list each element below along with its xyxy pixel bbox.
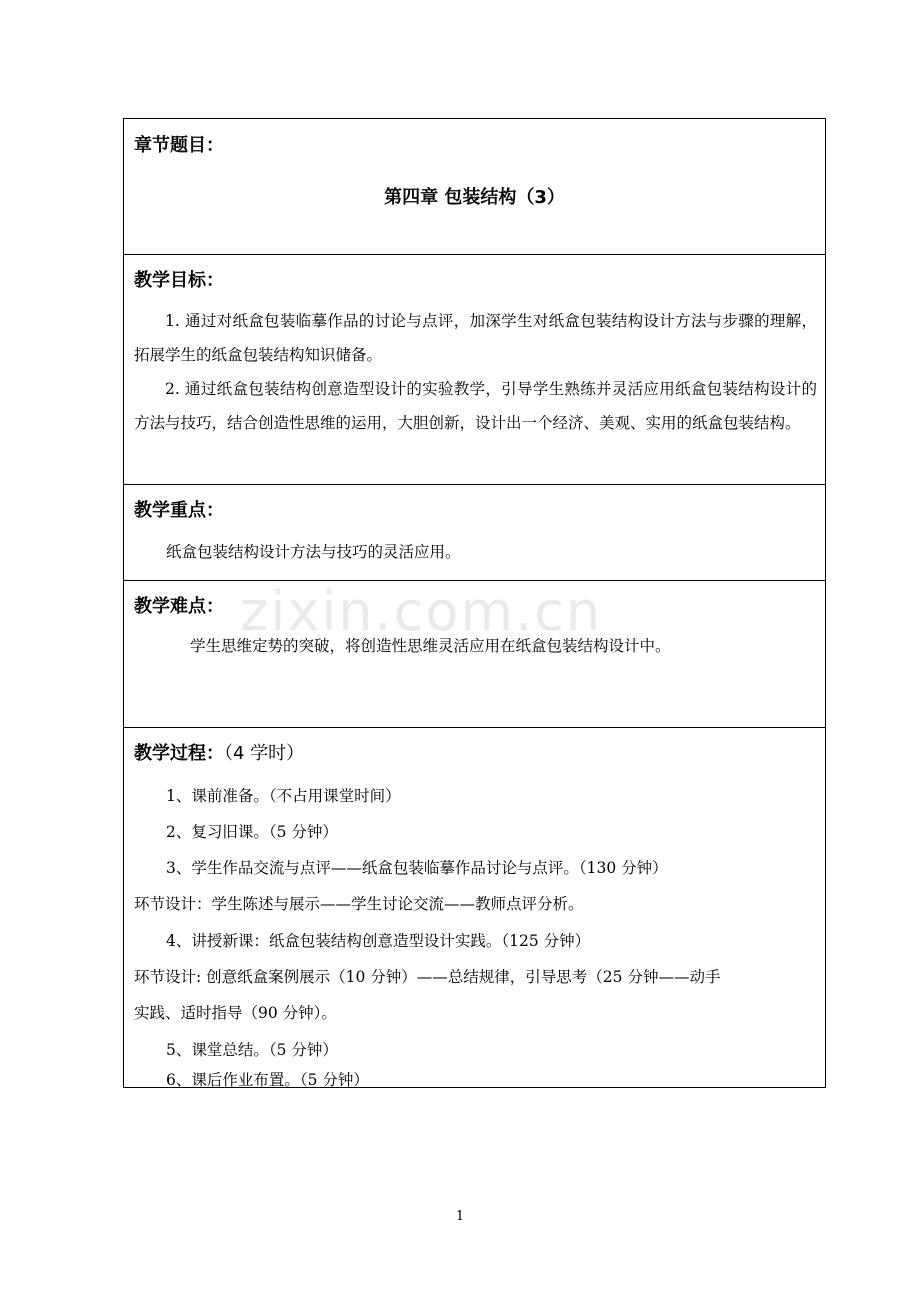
process-hours: （4 学时） <box>224 743 305 764</box>
process-line-1: 1、课前准备。（不占用课堂时间） <box>166 787 401 805</box>
key-points-heading: 教学重点： <box>134 500 224 521</box>
process-heading <box>134 743 304 765</box>
process-line-6: 环节设计: 创意纸盒案例展示（10 分钟）——总结规律，引导思考（25 分钟——动手 <box>134 968 721 986</box>
process-line-7: 实践、适时指导（90 分钟）。 <box>134 1004 337 1022</box>
process-line-2: 2、复习旧课。（5 分钟） <box>166 823 338 841</box>
objective-item-2: 2. 通过纸盒包装结构创意造型设计的实验教学，引导学生熟练并灵活应用纸盒包装结构设计的方法与技巧，结合创造性思维的运用，大胆创新，设计出一个经济、美观、实用的纸盒包装结构。 <box>134 380 817 432</box>
chapter-heading: 章节题目： <box>134 135 224 156</box>
process-line-9: 6、课后作业布置。（5 分钟） <box>166 1071 369 1089</box>
objective-item-1: 1. 通过对纸盒包装临摹作品的讨论与点评，加深学生对纸盒包装结构设计方法与步骤的理解，拓展学生的纸盒包装结构知识储备。 <box>134 312 817 364</box>
objectives-section <box>124 254 825 484</box>
process-section <box>124 727 825 1089</box>
key-points-section <box>124 484 825 580</box>
process-line-3: 3、学生作品交流与点评——纸盒包装临摹作品讨论与点评。（130 分钟） <box>166 859 668 877</box>
watermark: zixin.com.cn <box>240 580 603 643</box>
difficulties-heading: 教学难点： <box>134 596 224 617</box>
process-line-5: 4、讲授新课：纸盒包装结构创意造型设计实践。（125 分钟） <box>166 932 591 950</box>
page-number: 1 <box>455 1209 465 1224</box>
difficulties-section <box>124 580 825 727</box>
process-line-8: 5、课堂总结。（5 分钟） <box>166 1041 338 1059</box>
key-points-text: 纸盒包装结构设计方法与技巧的灵活应用。 <box>166 543 461 561</box>
process-line-4: 环节设计：学生陈述与展示——学生讨论交流——教师点评分析。 <box>134 895 584 913</box>
difficulties-text: 学生思维定势的突破，将创造性思维灵活应用在纸盒包装结构设计中。 <box>190 637 671 655</box>
objectives-heading: 教学目标： <box>134 270 224 291</box>
process-heading-label: 教学过程： <box>134 743 224 764</box>
chapter-title: 第四章 包装结构（3） <box>384 187 565 208</box>
lesson-plan-table <box>123 118 826 1088</box>
chapter-section <box>124 119 825 254</box>
